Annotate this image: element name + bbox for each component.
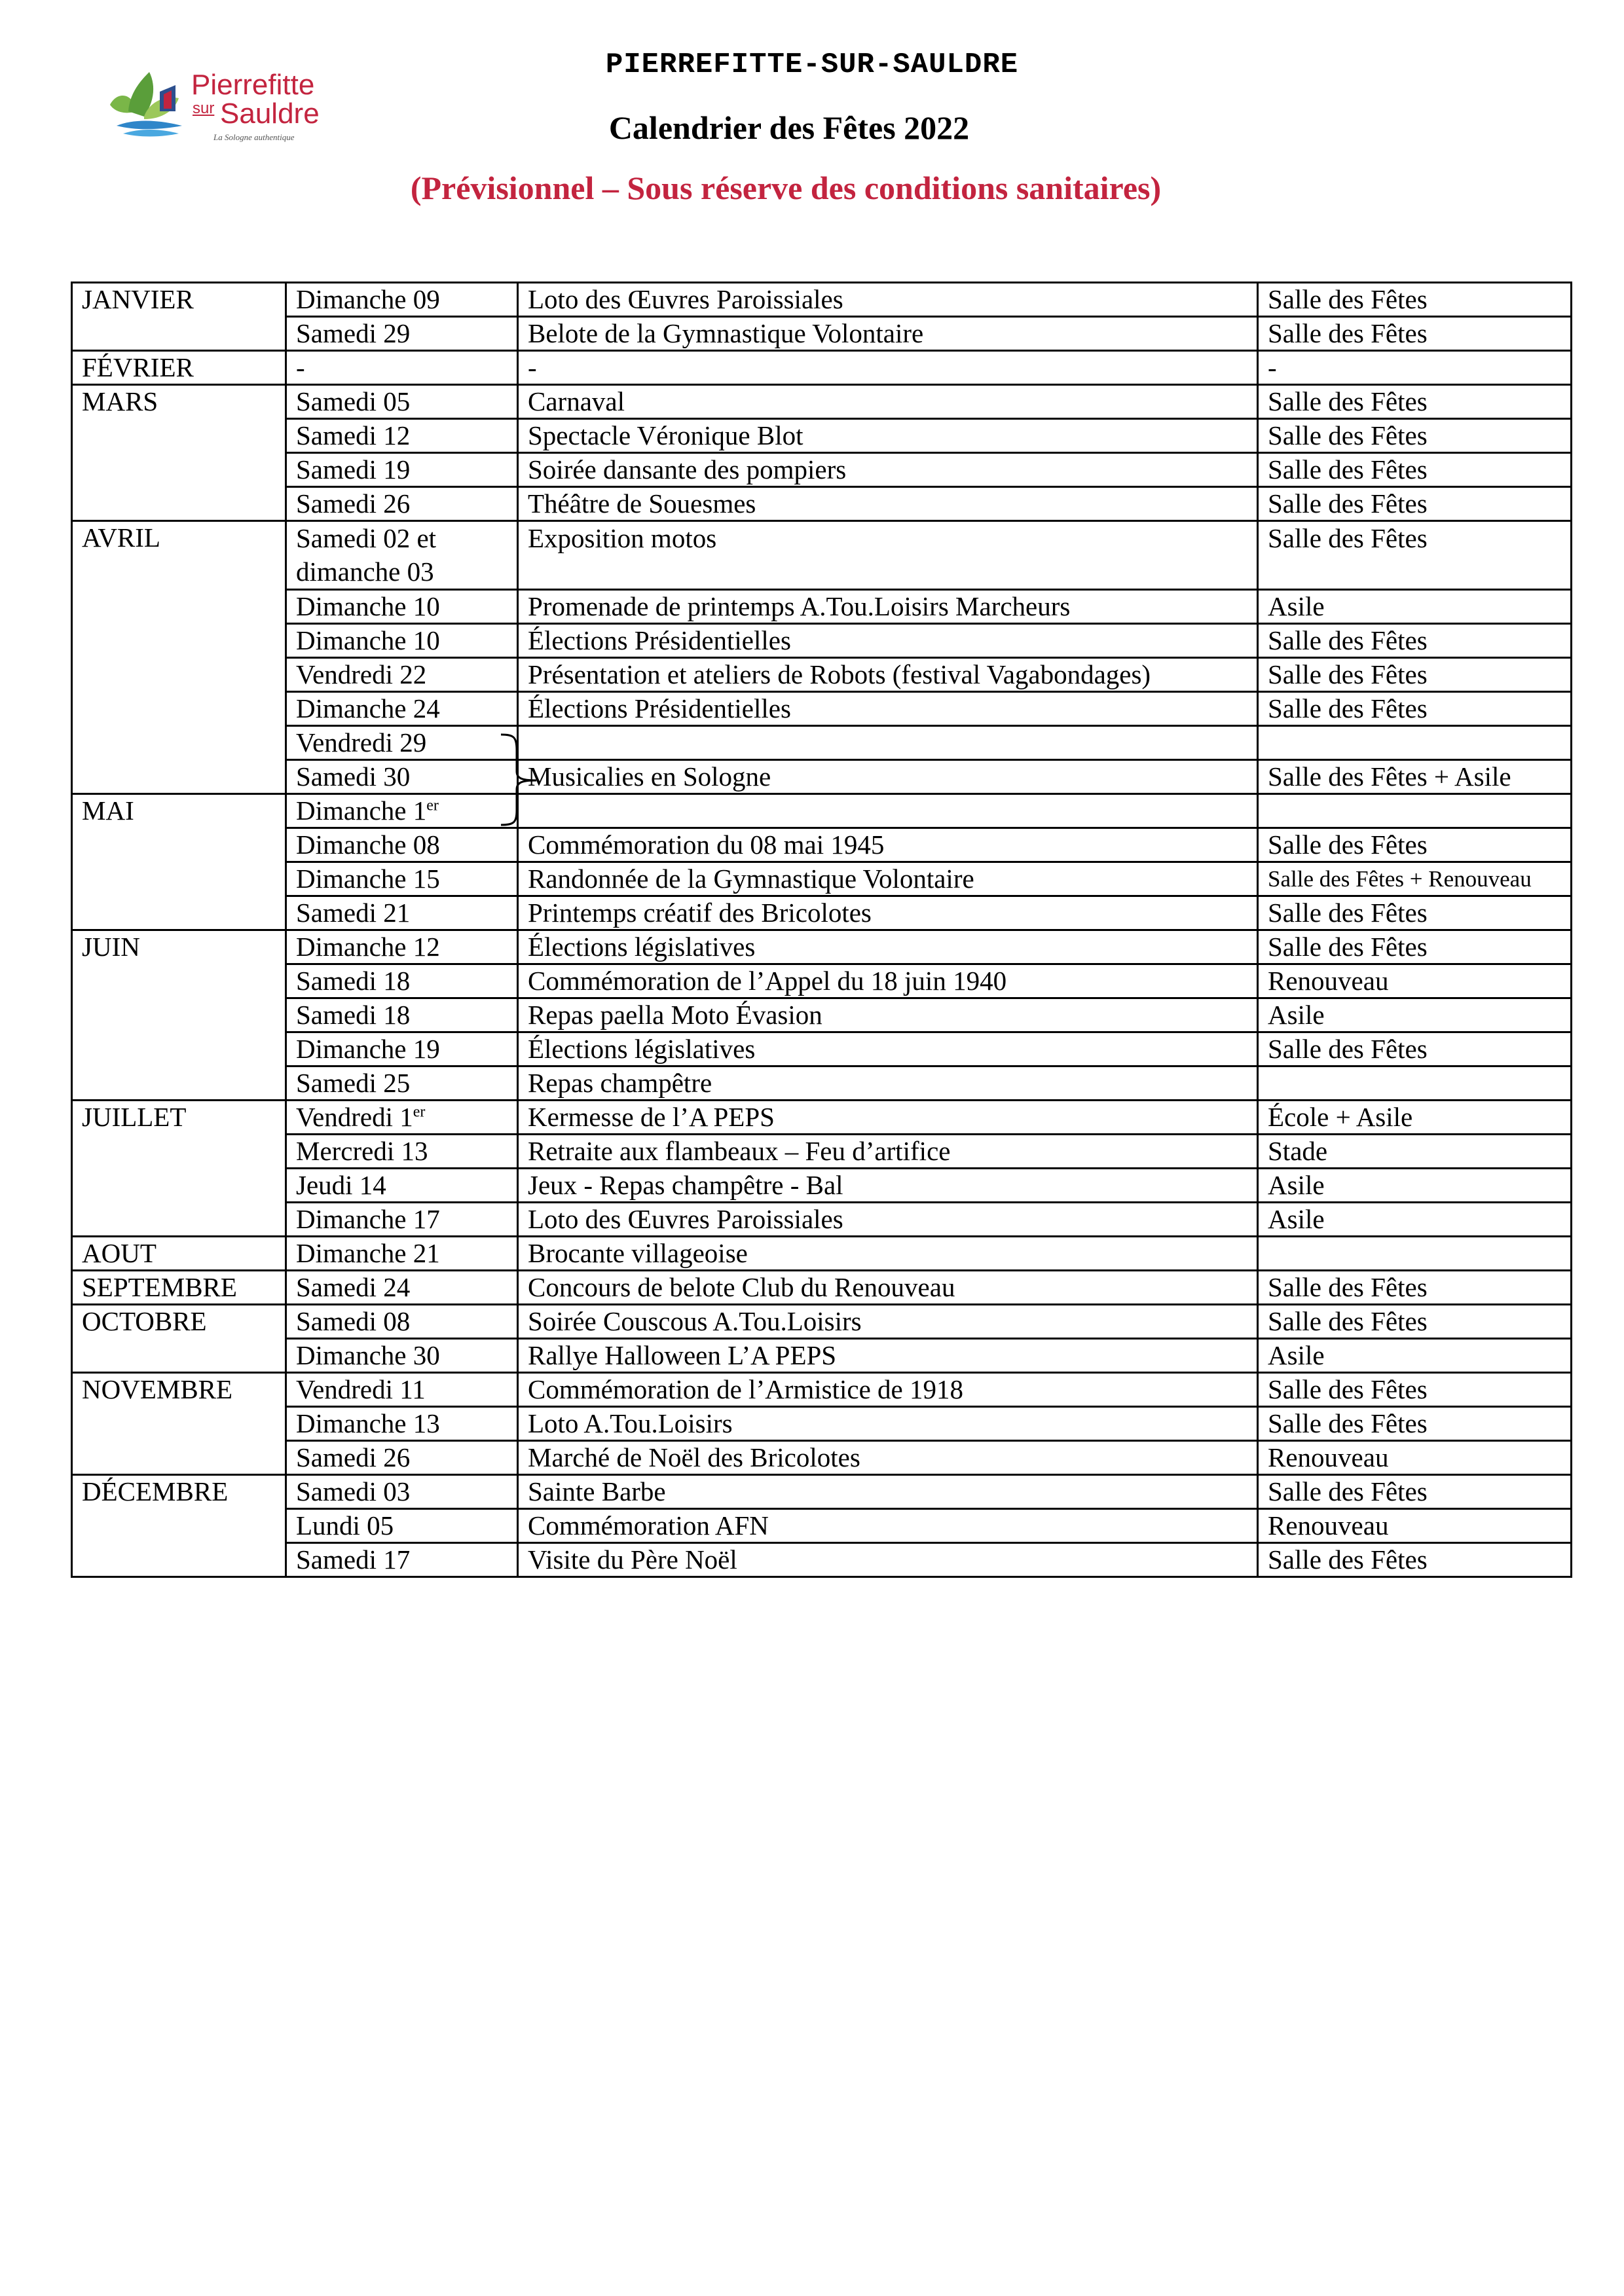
place-cell: Stade [1258,1135,1572,1169]
table-row [72,896,1572,930]
place-cell: Salle des Fêtes [1258,487,1572,521]
logo-name-line1: Pierrefitte [191,69,315,101]
date-cell: Samedi 30 [286,760,518,794]
table-row [72,385,1572,419]
place-cell: Salle des Fêtes [1258,521,1572,590]
table-row [72,1441,1572,1475]
place-cell: Salle des Fêtes [1258,1271,1572,1305]
date-cell: Dimanche 12 [286,930,518,964]
table-row [72,726,1572,760]
place-cell: Salle des Fêtes [1258,896,1572,930]
page-title: Calendrier des Fêtes 2022 [608,109,970,146]
date-cell: Dimanche 09 [286,283,518,317]
place-cell: Salle des Fêtes [1258,1305,1572,1339]
place-cell: Renouveau [1258,964,1572,998]
place-cell: Salle des Fêtes [1258,453,1572,487]
table-row [72,317,1572,351]
table-row [72,453,1572,487]
place-cell: Salle des Fêtes [1258,1543,1572,1577]
event-cell: Commémoration du 08 mai 1945 [518,828,1258,862]
place-cell: Salle des Fêtes [1258,828,1572,862]
place-cell: École + Asile [1258,1101,1572,1135]
place-cell: Salle des Fêtes + Asile [1258,760,1572,794]
month-cell: SEPTEMBRE [72,1271,286,1305]
month-cell: MARS [72,385,286,521]
table-row [72,351,1572,385]
date-cell: Dimanche 10 [286,624,518,658]
event-cell: Promenade de printemps A.Tou.Loisirs Marcheurs [518,590,1258,624]
event-cell: Randonnée de la Gymnastique Volontaire [518,862,1258,896]
event-cell: Loto A.Tou.Loisirs [518,1407,1258,1441]
date-ordinal: er [413,1103,426,1121]
place-cell: Salle des Fêtes [1258,1373,1572,1407]
month-cell: AVRIL [72,521,286,794]
date-cell [286,1101,518,1135]
logo-sur: sur [193,100,215,117]
date-text: Vendredi 1 [296,1102,413,1132]
event-cell: Brocante villageoise [518,1237,1258,1271]
event-cell: Carnaval [518,385,1258,419]
table-row [72,998,1572,1032]
table-row [72,1475,1572,1509]
date-cell: Samedi 19 [286,453,518,487]
event-cell: Commémoration de l’Appel du 18 juin 1940 [518,964,1258,998]
place-cell [1258,1066,1572,1101]
table-row [72,964,1572,998]
date-cell: Samedi 02 et dimanche 03 [286,521,518,590]
event-cell: Élections Présidentielles [518,624,1258,658]
event-cell: Belote de la Gymnastique Volontaire [518,317,1258,351]
table-row [72,794,1572,828]
logo-name-line2: Sauldre [220,98,320,130]
table-row [72,1237,1572,1271]
place-cell: Salle des Fêtes [1258,317,1572,351]
place-cell: Salle des Fêtes [1258,1475,1572,1509]
event-cell: Repas champêtre [518,1066,1258,1101]
event-cell: Spectacle Véronique Blot [518,419,1258,453]
table-row [72,828,1572,862]
table-row [72,1271,1572,1305]
month-cell: NOVEMBRE [72,1373,286,1475]
table-row [72,1305,1572,1339]
event-cell: Musicalies en Sologne [518,760,1258,794]
event-cell: Rallye Halloween L’A PEPS [518,1339,1258,1373]
table-row [72,1101,1572,1135]
event-cell: Concours de belote Club du Renouveau [518,1271,1258,1305]
date-text: Vendredi 29 [296,727,427,757]
town-name: PIERREFITTE-SUR-SAULDRE [605,48,1019,81]
place-cell: Asile [1258,1339,1572,1373]
date-cell: Vendredi 11 [286,1373,518,1407]
place-cell: Salle des Fêtes [1258,419,1572,453]
event-cell: Loto des Œuvres Paroissiales [518,283,1258,317]
date-cell: Jeudi 14 [286,1169,518,1203]
date-cell: Dimanche 15 [286,862,518,896]
date-cell: Dimanche 30 [286,1339,518,1373]
event-cell: Soirée dansante des pompiers [518,453,1258,487]
table-row [72,658,1572,692]
month-cell: JUILLET [72,1101,286,1237]
table-row [72,590,1572,624]
table-row [72,692,1572,726]
month-cell: AOUT [72,1237,286,1271]
date-cell: Samedi 24 [286,1271,518,1305]
event-cell: Commémoration de l’Armistice de 1918 [518,1373,1258,1407]
event-cell: Repas paella Moto Évasion [518,998,1258,1032]
date-cell: - [286,351,518,385]
date-cell: Samedi 12 [286,419,518,453]
date-cell: Samedi 26 [286,487,518,521]
date-cell [286,726,518,760]
month-cell: JANVIER [72,283,286,351]
event-cell: Kermesse de l’A PEPS [518,1101,1258,1135]
place-cell: Salle des Fêtes [1258,1032,1572,1066]
date-cell: Vendredi 22 [286,658,518,692]
date-ordinal: er [426,797,439,814]
place-cell: Salle des Fêtes + Renouveau [1258,862,1572,896]
table-row [72,521,1572,590]
place-cell: Salle des Fêtes [1258,385,1572,419]
event-cell: Jeux - Repas champêtre - Bal [518,1169,1258,1203]
table-row [72,930,1572,964]
table-row [72,1066,1572,1101]
place-cell: Asile [1258,998,1572,1032]
date-cell: Dimanche 17 [286,1203,518,1237]
table-row [72,1543,1572,1577]
date-cell: Samedi 25 [286,1066,518,1101]
table-row [72,624,1572,658]
date-cell: Dimanche 21 [286,1237,518,1271]
month-cell: FÉVRIER [72,351,286,385]
date-cell: Dimanche 24 [286,692,518,726]
date-cell: Dimanche 08 [286,828,518,862]
date-cell: Mercredi 13 [286,1135,518,1169]
date-cell: Dimanche 19 [286,1032,518,1066]
event-cell: Élections Présidentielles [518,692,1258,726]
place-cell: Salle des Fêtes [1258,624,1572,658]
place-cell: Salle des Fêtes [1258,283,1572,317]
event-cell: Retraite aux flambeaux – Feu d’artifice [518,1135,1258,1169]
event-cell: Visite du Père Noël [518,1543,1258,1577]
place-cell: Salle des Fêtes [1258,1407,1572,1441]
table-row [72,419,1572,453]
date-cell: Dimanche 13 [286,1407,518,1441]
date-cell [286,794,518,828]
date-cell: Lundi 05 [286,1509,518,1543]
date-cell: Samedi 18 [286,964,518,998]
table-row [72,1407,1572,1441]
bracket-icon [500,731,538,829]
place-cell: Asile [1258,1203,1572,1237]
date-cell: Samedi 18 [286,998,518,1032]
place-cell: Salle des Fêtes [1258,930,1572,964]
place-cell: Renouveau [1258,1509,1572,1543]
page-subtitle: (Prévisionnel – Sous réserve des conditions sanitaires) [410,170,1162,206]
event-cell [518,794,1258,828]
date-text: Dimanche 1 [296,795,427,826]
event-cell: Élections législatives [518,1032,1258,1066]
date-cell: Samedi 26 [286,1441,518,1475]
date-cell: Samedi 17 [286,1543,518,1577]
table-row [72,1339,1572,1373]
place-cell: - [1258,351,1572,385]
event-cell: Commémoration AFN [518,1509,1258,1543]
table-row [72,1373,1572,1407]
table-row [72,862,1572,896]
place-cell: Renouveau [1258,1441,1572,1475]
logo-tagline: La Sologne authentique [213,132,295,142]
table-row [72,1032,1572,1066]
event-cell: - [518,351,1258,385]
date-cell: Samedi 03 [286,1475,518,1509]
table-row [72,760,1572,794]
table-row [72,1203,1572,1237]
event-cell: Marché de Noël des Bricolotes [518,1441,1258,1475]
event-cell: Loto des Œuvres Paroissiales [518,1203,1258,1237]
date-cell: Samedi 08 [286,1305,518,1339]
event-cell: Présentation et ateliers de Robots (festival Vagabondages) [518,658,1258,692]
table-row [72,1169,1572,1203]
month-cell: OCTOBRE [72,1305,286,1373]
place-cell: Salle des Fêtes [1258,692,1572,726]
table-row [72,1509,1572,1543]
event-cell [518,726,1258,760]
table-row [72,1135,1572,1169]
event-cell: Printemps créatif des Bricolotes [518,896,1258,930]
date-cell: Samedi 05 [286,385,518,419]
date-cell: Samedi 29 [286,317,518,351]
date-cell: Dimanche 10 [286,590,518,624]
table-row [72,283,1572,317]
date-cell: Samedi 21 [286,896,518,930]
place-cell [1258,726,1572,760]
month-cell: DÉCEMBRE [72,1475,286,1577]
place-cell: Salle des Fêtes [1258,658,1572,692]
event-cell: Soirée Couscous A.Tou.Loisirs [518,1305,1258,1339]
place-cell [1258,794,1572,828]
place-cell [1258,1237,1572,1271]
month-cell: MAI [72,794,286,930]
event-cell: Sainte Barbe [518,1475,1258,1509]
event-cell: Élections législatives [518,930,1258,964]
event-cell: Théâtre de Souesmes [518,487,1258,521]
month-cell: JUIN [72,930,286,1101]
place-cell: Asile [1258,1169,1572,1203]
event-cell: Exposition motos [518,521,1258,590]
events-table [71,282,1572,1578]
table-row [72,487,1572,521]
place-cell: Asile [1258,590,1572,624]
